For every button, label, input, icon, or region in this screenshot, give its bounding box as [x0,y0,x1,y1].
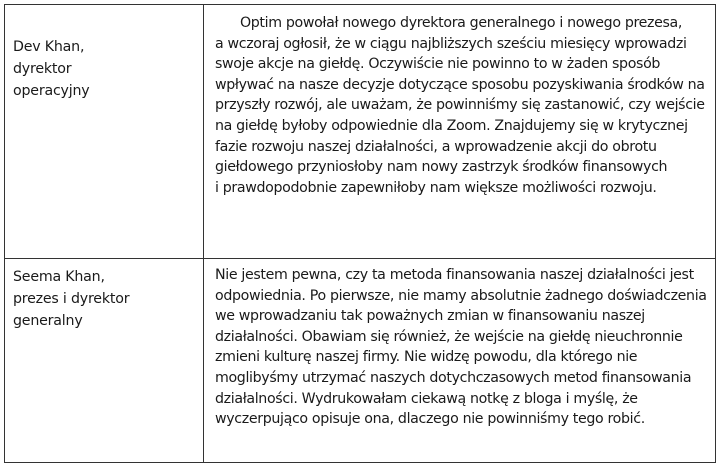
speaker-name: Seema Khan, [13,269,105,285]
speaker-cell [5,5,204,259]
statement-line: fazie rozwoju naszej działalności, a wprowadzenie akcji do obrotu [215,138,657,155]
speaker-role-line: operacyjny [13,83,90,99]
table-row-dev-khan [5,5,716,259]
statement-line: we wprowadzaniu tak poważnych zmian w finansowaniu naszej [215,308,645,325]
statement-line: wpływać na nasze decyzje dotyczące sposobu pozyskiwania środków na [215,76,705,93]
statement-line: wyczerpująco opisuje ona, dlaczego nie powinniśmy tego robić. [215,411,645,428]
statement-line: Nie jestem pewna, czy ta metoda finansowania naszej działalności jest [215,267,694,283]
statement-line: i prawdopodobnie zapewniłoby nam większe możliwości rozwoju. [215,179,657,196]
statement-line: zmieni kulturę naszej firmy. Nie widzę powodu, dla którego nie [215,349,638,366]
speaker-name: Dev Khan, [13,39,85,55]
statement-cell [204,5,716,259]
statement-line: odpowiednia. Po pierwsze, nie mamy absolutnie żadnego doświadczenia [215,287,707,304]
speaker-role-line: prezes i dyrektor [13,291,130,307]
statement-line: moglibyśmy utrzymać naszych dotychczasowych metod finansowania [215,369,692,386]
statement-line: na giełdę byłoby odpowiednie dla Zoom. Znajdujemy się w krytycznej [215,117,688,134]
dialogue-table [4,4,716,463]
statement-line: giełdowego przyniosłoby nam nowy zastrzyk środków finansowych [215,159,668,176]
statement-line: a wczoraj ogłosił, że w ciągu najbliższych sześciu miesięcy wprowadzi [215,35,687,52]
table-row-seema-khan [5,259,716,463]
speaker-role-line: dyrektor [13,61,72,77]
statement-line: swoje akcje na giełdę. Oczywiście nie powinno to w żaden sposób [215,56,661,73]
statement-cell [204,259,716,463]
speaker-role-line: generalny [13,313,83,329]
statement-line: działalności. Obawiam się również, że wejście na giełdę nieuchronnie [215,328,683,345]
statement-line: przyszły rozwój, ale uważam, że powinniśmy się zastanowić, czy wejście [215,97,705,114]
speaker-cell [5,259,204,463]
statement-line: Optim powołał nowego dyrektora generalnego i nowego prezesa, [239,15,683,31]
statement-line: działalności. Wydrukowałam ciekawą notkę z bloga i myślę, że [215,390,638,407]
